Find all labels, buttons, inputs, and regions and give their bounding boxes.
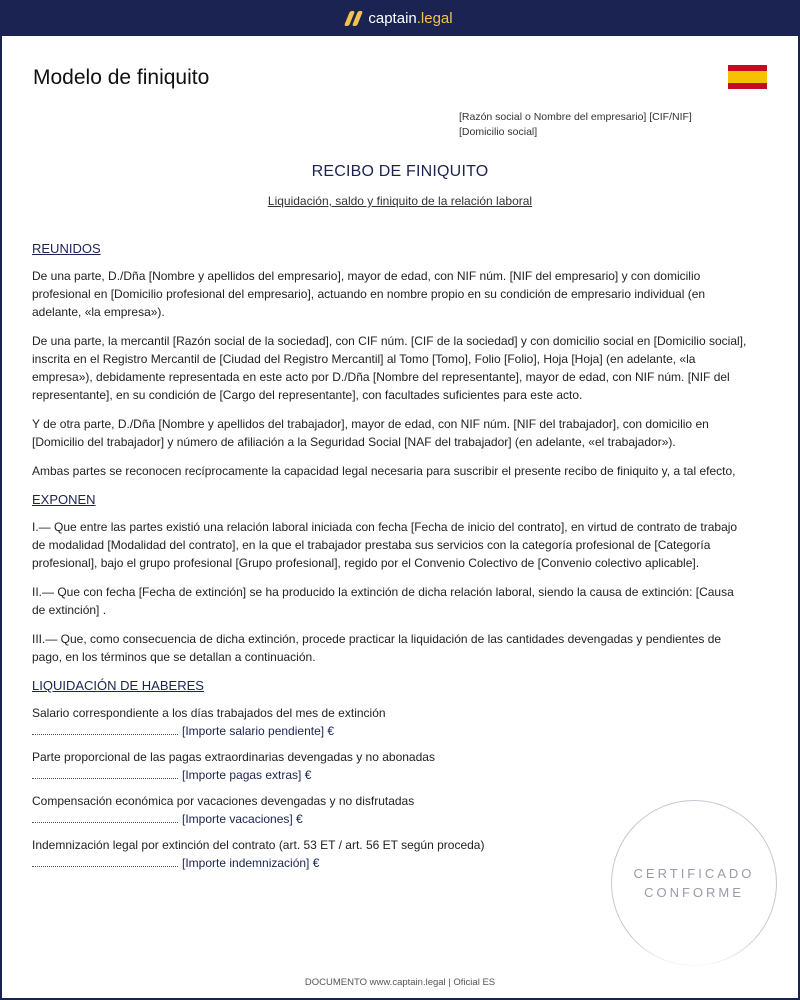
item-amount: [Importe indemnización] € xyxy=(182,856,320,870)
paragraph: Y de otra parte, D./Dña [Nombre y apellidos del trabajador], mayor de edad, con NIF núm. [NIF del trabajador], con domicilio en [Domicilio del trabajador] y número de afiliación a la Seguridad Social [NAF del trabajador] (en adelante, «el trabajador»). xyxy=(32,417,709,449)
content-fade xyxy=(2,936,798,970)
section-heading-liquidacion: LIQUIDACIÓN DE HABERES xyxy=(32,678,204,693)
stamp-line-2: CONFORME xyxy=(644,885,744,900)
item-label: Salario correspondiente a los días trabajados del mes de extinción xyxy=(32,706,386,720)
liquidation-item xyxy=(32,704,748,740)
item-amount: [Importe pagas extras] € xyxy=(182,768,312,782)
brand-name: captain.legal xyxy=(368,9,453,27)
paragraph: II.— Que con fecha [Fecha de extinción] se ha producido la extinción de dicha relación laboral, siendo la causa de extinción: [Causa de extinción] . xyxy=(32,585,734,617)
employer-block xyxy=(459,110,759,140)
section-heading-exponen: EXPONEN xyxy=(32,492,96,507)
item-amount: [Importe vacaciones] € xyxy=(182,812,303,826)
paragraph: De una parte, la mercantil [Razón social de la sociedad], con CIF núm. [CIF de la sociedad] y con domicilio social en [Domicilio social], inscrita en el Registro Mercantil de [Ciudad del Registro Mercantil] al Tomo [Tomo], Folio [Folio], Hoja [Hoja] (en adelante, «la empresa»), debidamente representada en este acto por D./Dña [Nombre del representante], mayor de edad, con NIF núm. [NIF del representante], en su condición de [Cargo del representante], con facultades suficientes para este acto. xyxy=(32,334,747,402)
page-title: Modelo de finiquito xyxy=(33,66,210,89)
dotted-leader xyxy=(32,856,178,867)
item-label: Parte proporcional de las pagas extraordinarias devengadas y no abonadas xyxy=(32,750,435,764)
section-heading-reunidos: REUNIDOS xyxy=(32,241,101,256)
document-title: RECIBO DE FINIQUITO xyxy=(311,163,489,180)
stamp-line-1: CERTIFICADO xyxy=(633,866,755,881)
page-footer: DOCUMENTO www.captain.legal | Oficial ES xyxy=(2,968,798,998)
item-label: Indemnización legal por extinción del contrato (art. 53 ET / art. 56 ET según proceda) xyxy=(32,838,485,852)
top-bar xyxy=(0,0,800,36)
document-subtitle: Liquidación, saldo y finiquito de la relación laboral xyxy=(267,194,533,208)
logo-icon xyxy=(347,11,360,26)
paragraph: III.— Que, como consecuencia de dicha extinción, procede practicar la liquidación de las cantidades devengadas y pendientes de pago, en los términos que se detallan a continuación. xyxy=(32,632,722,664)
document-page xyxy=(2,36,798,998)
employer-line-1: [Razón social o Nombre del empresario] [CIF/NIF] xyxy=(459,111,692,123)
liquidation-item xyxy=(32,748,748,784)
paragraph: Ambas partes se reconocen recíprocamente la capacidad legal necesaria para suscribir el presente recibo de finiquito y, a tal efecto, xyxy=(32,464,736,478)
dotted-leader xyxy=(32,768,178,779)
item-label: Compensación económica por vacaciones devengadas y no disfrutadas xyxy=(32,794,415,808)
document-body xyxy=(32,240,748,880)
paragraph: I.— Que entre las partes existió una relación laboral iniciada con fecha [Fecha de inicio del contrato], en virtud de contrato de trabajo de modalidad [Modalidad del contrato], en la que el trabajador prestaba sus servicios con la categoría profesional de [Categoría profesional], bajo el grupo profesional [Grupo profesional], regido por el Convenio Colectivo de [Convenio colectivo aplicable]. xyxy=(32,520,738,570)
spain-flag-icon xyxy=(728,65,767,89)
brand-logo[interactable] xyxy=(347,10,452,27)
dotted-leader xyxy=(32,812,178,823)
item-amount: [Importe salario pendiente] € xyxy=(182,724,335,738)
dotted-leader xyxy=(32,724,178,735)
paragraph: De una parte, D./Dña [Nombre y apellidos del empresario], mayor de edad, con NIF núm. [NIF del empresario] y con domicilio profesional en [Domicilio profesional del empresario], actuando en nombre propio en su condición de empresario individual (en adelante, «la empresa»). xyxy=(32,269,706,319)
employer-line-2: [Domicilio social] xyxy=(459,126,538,138)
